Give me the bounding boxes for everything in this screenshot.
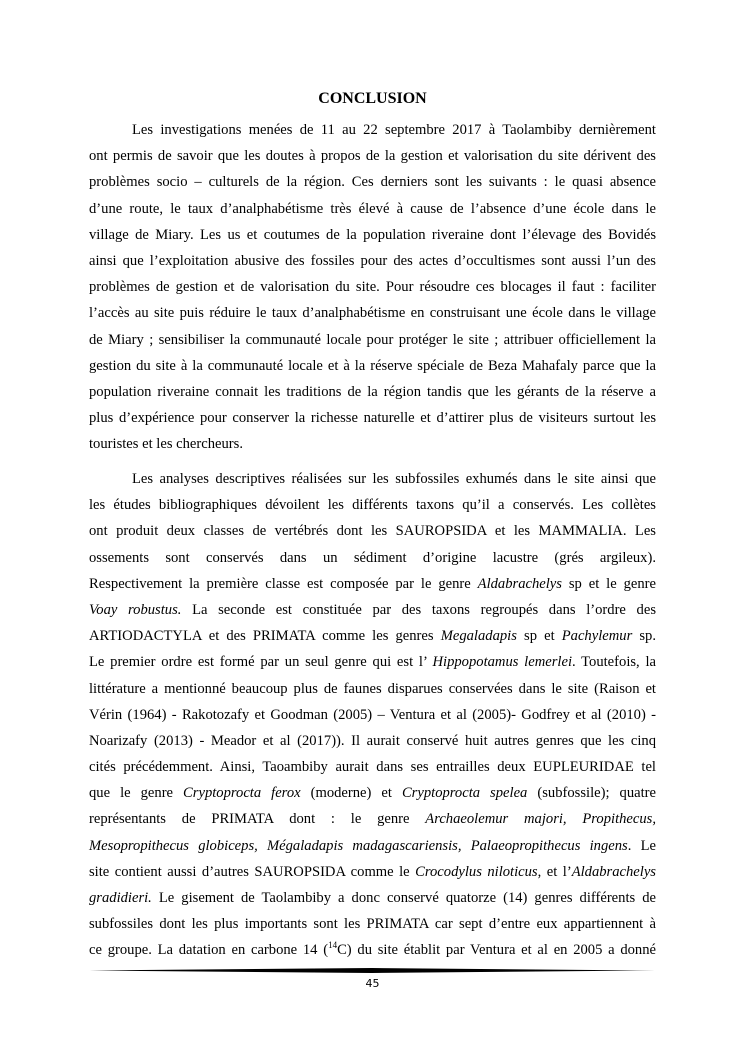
text-line: touristes et les chercheurs. bbox=[89, 436, 243, 453]
text-line: ont produit deux classes de vertébrés dont les SAUROPSIDA et les MAMMALIA. Les bbox=[89, 523, 656, 540]
text-line: littérature a mentionné beaucoup plus de faunes disparues conservées dans le site (Raison et bbox=[89, 680, 656, 697]
text-line: problèmes socio – culturels de la région. Ces derniers sont les suivants : le quasi absence bbox=[89, 174, 656, 191]
text-line bbox=[89, 780, 656, 806]
text-run: La seconde est constituée par des taxons regroupés dans l’ordre des bbox=[181, 601, 657, 618]
text-run: Le premier ordre est formé par un seul genre qui est l’ bbox=[89, 654, 433, 671]
text-line: Les investigations menées de 11 au 22 septembre 2017 à Taolambiby dernièrement bbox=[132, 122, 656, 138]
taxon-name: Cryptoprocta spelea bbox=[401, 785, 528, 802]
text-line: Noarizafy (2013) - Meador et al (2017)). Il aurait conservé huit autres genres que les cinq bbox=[89, 732, 656, 749]
taxon-name: gradidieri. bbox=[89, 890, 152, 906]
text-line bbox=[89, 649, 656, 675]
text-run: (subfossile); quatre bbox=[527, 785, 656, 802]
text-run: . Le bbox=[627, 837, 656, 854]
text-run: , et l’ bbox=[537, 863, 572, 880]
text-line bbox=[89, 597, 656, 623]
page-title: CONCLUSION bbox=[318, 90, 427, 107]
text-line bbox=[89, 623, 656, 649]
paragraph-2 bbox=[89, 466, 656, 964]
text-line: ossements sont conservés dans un sédiment d’origine lacustre (grés argileux). bbox=[89, 549, 656, 566]
text-line bbox=[89, 571, 656, 597]
text-run: que le genre bbox=[89, 785, 184, 802]
text-line: ainsi que l’exploitation abusive des fossiles pour des actes d’occultismes sont aussi l’un des bbox=[89, 252, 656, 269]
superscript: 14 bbox=[328, 940, 338, 951]
text-run: représentants de PRIMATA dont : le genre bbox=[89, 811, 426, 828]
footer-rule bbox=[89, 968, 656, 973]
text-line bbox=[89, 937, 656, 963]
taxon-name: Hippopotamus lemerlei bbox=[432, 654, 572, 671]
text-line: population riveraine connait les traditions de la région tandis que les gérants de la réserve a bbox=[89, 383, 656, 400]
text-line: subfossiles dont les plus importants sont les PRIMATA car sept d’entre eux appartiennent à bbox=[89, 916, 656, 933]
taxon-name: Aldabrachelys bbox=[571, 863, 656, 880]
taxon-name: Crocodylus niloticus bbox=[415, 863, 538, 880]
taxon-name: Archaeolemur majori, Propithecus, bbox=[425, 811, 656, 828]
taxon-name: Mesopropithecus globiceps, Mégaladapis madagascariensis, Palaeopropithecus ingens bbox=[89, 837, 628, 854]
text-line: plus d’expérience pour conserver la richesse naturelle et d’attirer plus de visiteurs surtout les bbox=[89, 410, 656, 427]
text-run: C) du site établit par Ventura et al en 2005 a donné bbox=[337, 942, 656, 959]
text-run: sp et le genre bbox=[561, 575, 657, 592]
text-line: d’une route, le taux d’analphabétisme très élevé à cause de l’absence d’une école dans le bbox=[89, 200, 656, 217]
text-run: . Toutefois, la bbox=[572, 654, 656, 671]
text-line bbox=[89, 859, 656, 885]
text-run: sp. bbox=[632, 628, 656, 645]
text-run: ce groupe. La datation en carbone 14 ( bbox=[89, 942, 329, 959]
text-run: Le gisement de Taolambiby a donc conservé quatorze (14) genres différents de bbox=[151, 890, 656, 906]
text-line bbox=[89, 806, 656, 832]
text-line: les études bibliographiques dévoilent les différents taxons qu’il a conservés. Les collètes bbox=[89, 497, 656, 514]
text-line bbox=[89, 885, 656, 911]
text-line bbox=[89, 833, 656, 859]
taxon-name: Voay robustus. bbox=[89, 601, 182, 618]
text-run: sp et bbox=[516, 628, 562, 645]
text-line: gestion du site à la communauté locale et à la réserve spéciale de Beza Mahafaly parce que la bbox=[89, 357, 656, 374]
text-line: cités précédemment. Ainsi, Taoambiby aurait dans ses entrailles deux EUPLEURIDAE tel bbox=[89, 759, 656, 776]
text-line: Vérin (1964) - Rakotozafy et Goodman (2005) – Ventura et al (2005)- Godfrey et al (2010) - bbox=[89, 706, 656, 723]
text-line: Les analyses descriptives réalisées sur les subfossiles exhumés dans le site ainsi que bbox=[132, 471, 656, 487]
text-line: ont permis de savoir que les doutes à propos de la gestion et valorisation du site dérivent des bbox=[89, 148, 656, 165]
text-run: Respectivement la première classe est composée par le genre bbox=[89, 575, 478, 592]
text-run: (moderne) et bbox=[300, 785, 402, 802]
taxon-name: Cryptoprocta ferox bbox=[183, 785, 301, 802]
text-line: de Miary ; sensibiliser la communauté locale pour protéger le site ; attribuer officiellement la bbox=[89, 331, 656, 348]
page-number: 45 bbox=[365, 977, 380, 990]
text-line: problèmes de gestion et de valorisation du site. Pour résoudre ces blocages il faut : faciliter bbox=[89, 279, 656, 296]
text-line: village de Miary. Les us et coutumes de la population riveraine dont l’élevage des Bovidés bbox=[89, 226, 656, 243]
taxon-name: Pachylemur bbox=[561, 628, 633, 645]
text-run: site contient aussi d’autres SAUROPSIDA comme le bbox=[89, 863, 416, 880]
taxon-name: Megaladapis bbox=[440, 628, 517, 645]
taxon-name: Aldabrachelys bbox=[477, 575, 562, 592]
paragraph-1 bbox=[89, 117, 656, 457]
text-run: ARTIODACTYLA et des PRIMATA comme les genres bbox=[89, 628, 441, 645]
text-line: l’accès au site puis réduire le taux d’analphabétisme en construisant une école dans le village bbox=[89, 305, 656, 322]
